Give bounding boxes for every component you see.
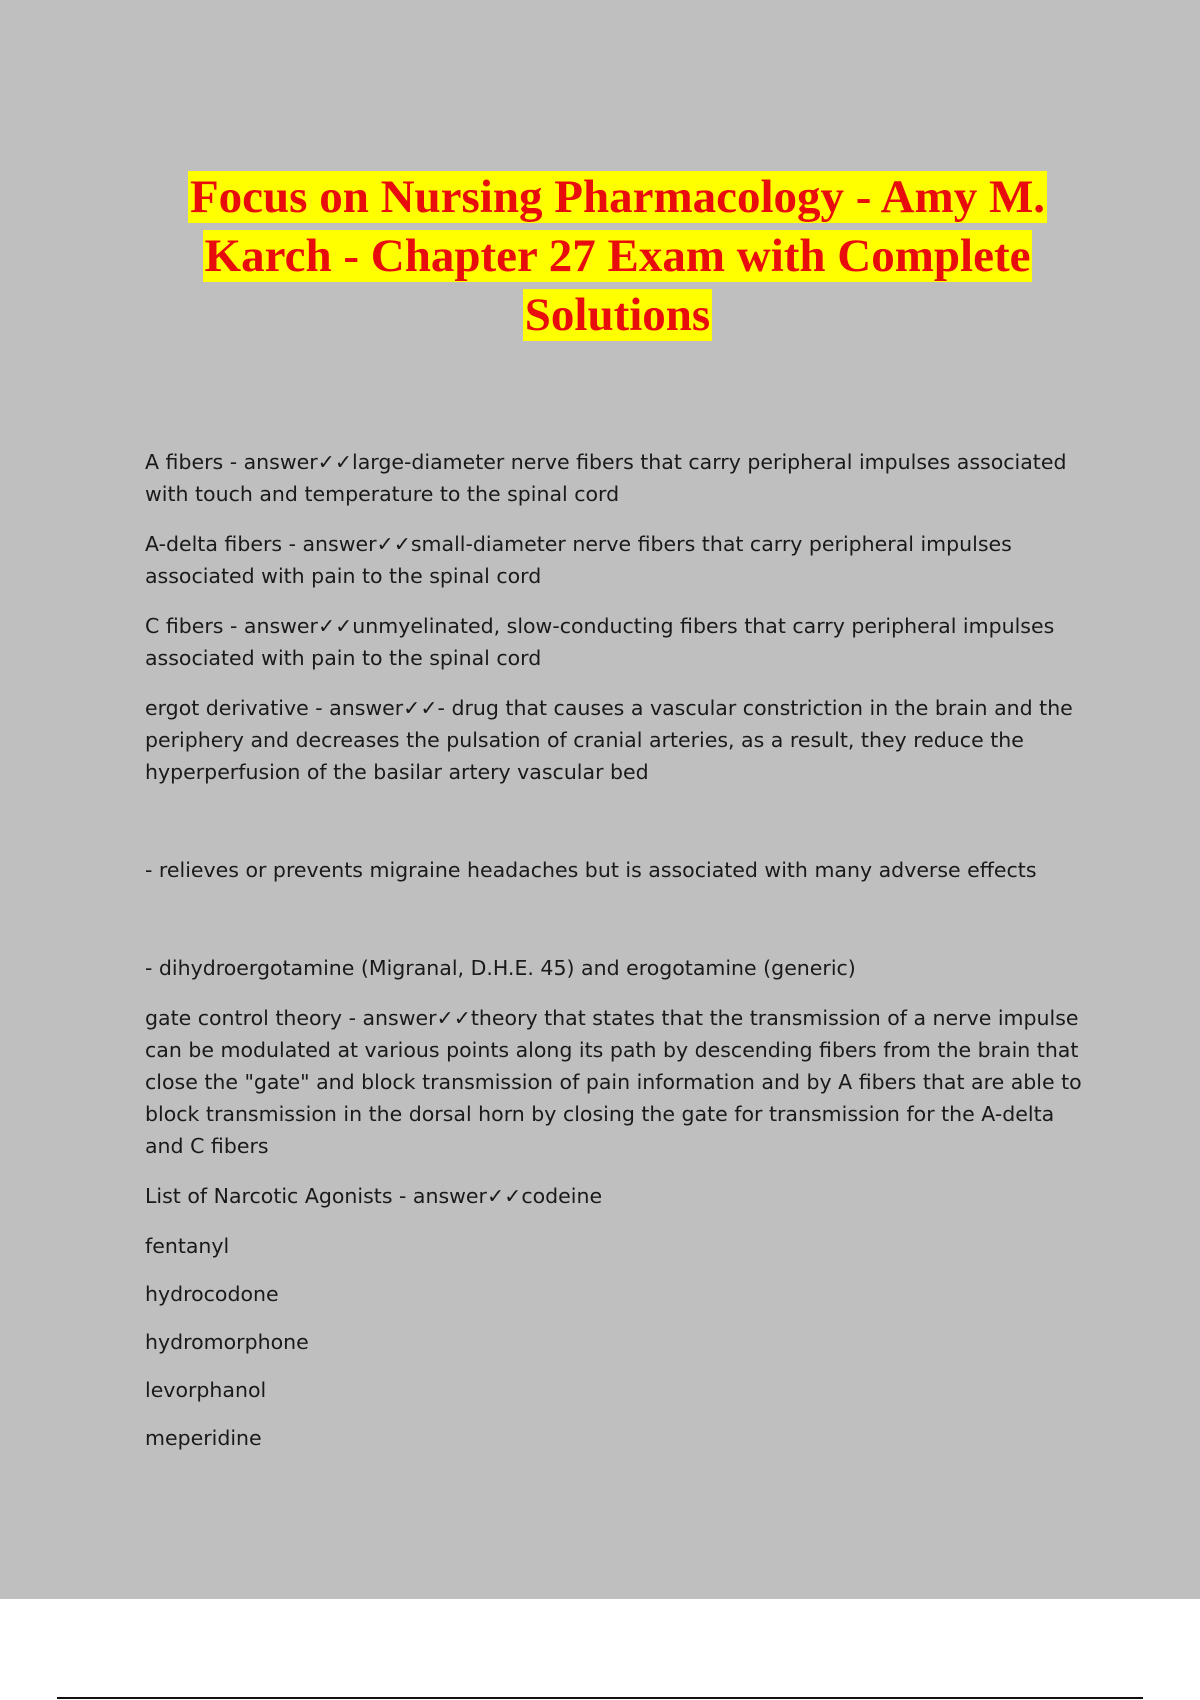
document-title-text: Focus on Nursing Pharmacology - Amy M. Karch - Chapter 27 Exam with Complete Solutions <box>189 171 1046 341</box>
entry-ergot-derivative: ergot derivative - answer✓✓- drug that causes a vascular constriction in the brain and the periphery and decreases the pulsation of cranial arteries, as a result, they reduce the hyperperfusion of the basilar artery vascular bed <box>145 696 1073 784</box>
entry-ergot-migraine-note: - relieves or prevents migraine headaches but is associated with many adverse effects <box>145 858 1037 882</box>
footer-divider <box>57 1697 1143 1699</box>
entry-a-delta-fibers: A-delta fibers - answer✓✓small-diameter nerve fibers that carry peripheral impulses associated with pain to the spinal cord <box>145 532 1012 588</box>
entry-c-fibers: C fibers - answer✓✓unmyelinated, slow-conducting fibers that carry peripheral impulses associated with pain to the spinal cord <box>145 614 1055 670</box>
title-block <box>130 168 1105 345</box>
list-item: levorphanol <box>145 1378 267 1402</box>
list-item: meperidine <box>145 1426 262 1450</box>
document-body <box>145 446 1095 1470</box>
list-item: hydrocodone <box>145 1282 279 1306</box>
list-item: hydromorphone <box>145 1330 309 1354</box>
entry-gate-control-theory: gate control theory - answer✓✓theory that states that the transmission of a nerve impulse can be modulated at various points along its path by descending fibers from the brain that close the "gate" and block transmission of pain information and by A fibers that are able to block transmission in the dorsal horn by closing the gate for transmission for the A-delta and C fibers <box>145 1006 1082 1158</box>
document-title <box>130 168 1105 345</box>
list-item: fentanyl <box>145 1234 230 1258</box>
entry-narcotic-agonists: List of Narcotic Agonists - answer✓✓codeine <box>145 1184 603 1208</box>
entry-ergot-examples: - dihydroergotamine (Migranal, D.H.E. 45) and erogotamine (generic) <box>145 956 856 980</box>
entry-a-fibers: A fibers - answer✓✓large-diameter nerve fibers that carry peripheral impulses associated with touch and temperature to the spinal cord <box>145 450 1067 506</box>
